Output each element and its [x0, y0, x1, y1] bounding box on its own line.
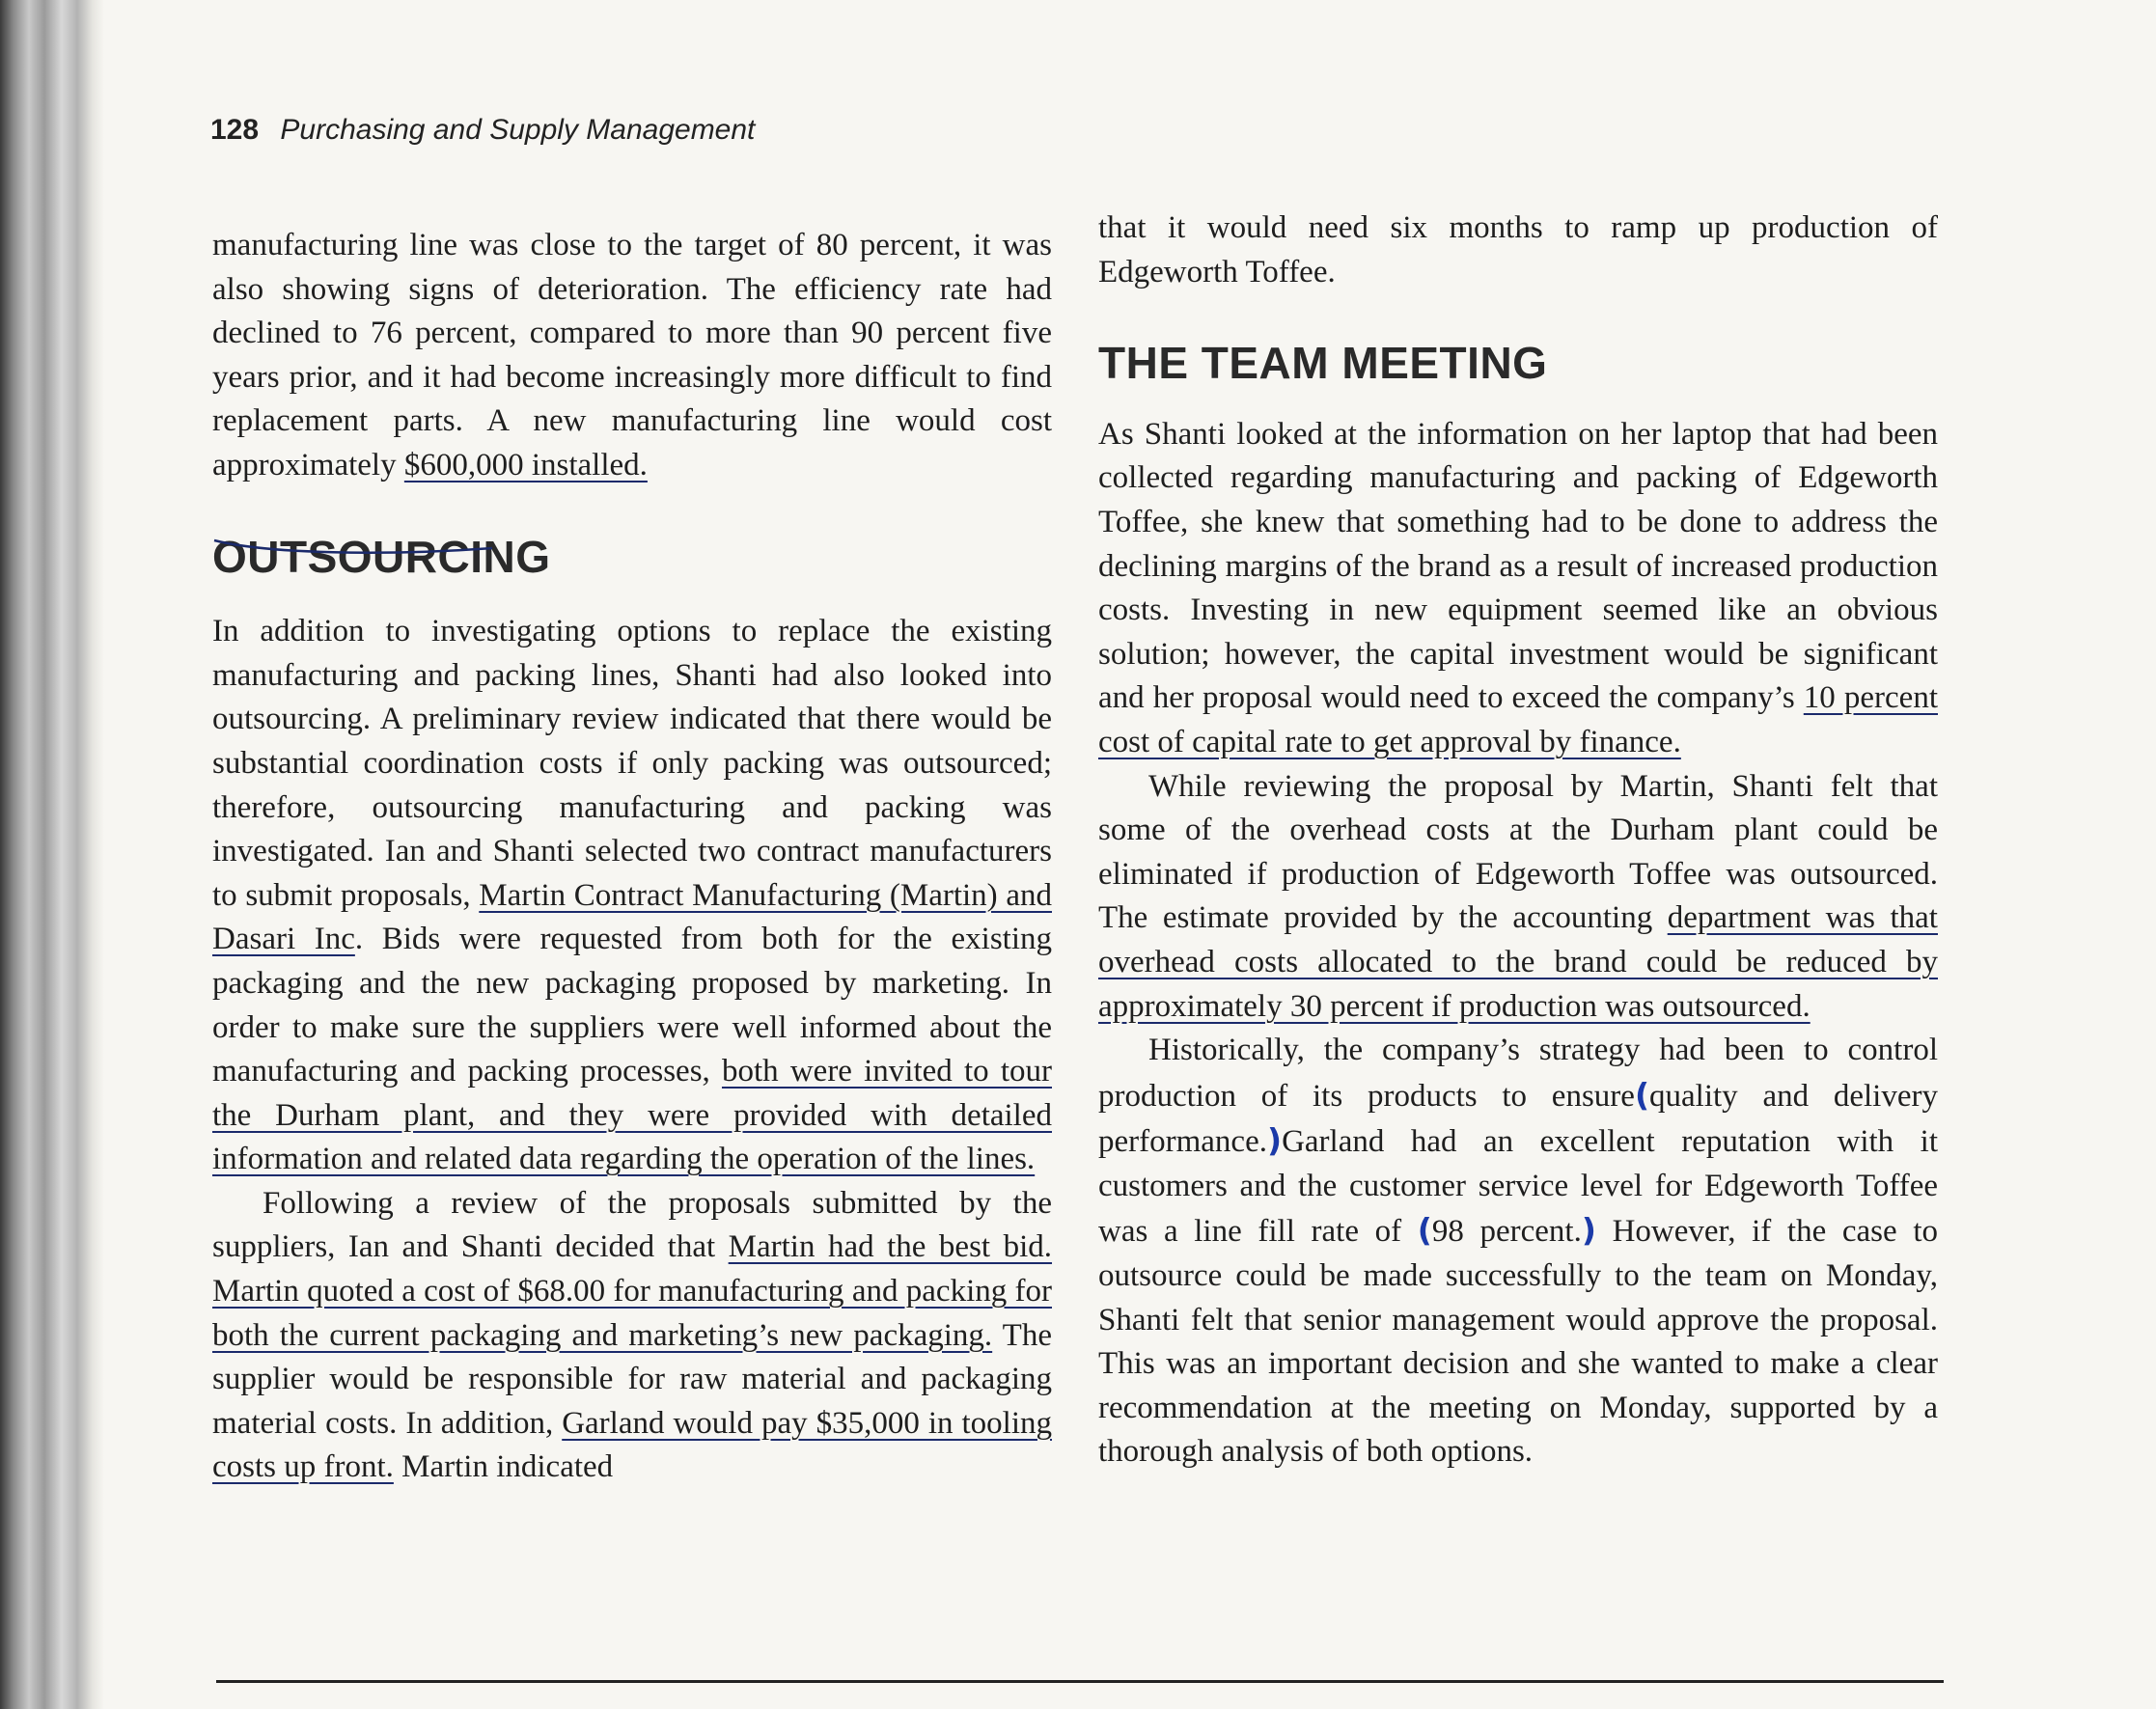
- underlined-line-cost: $600,000 installed.: [403, 447, 648, 482]
- running-header: [210, 114, 755, 147]
- paragraph-company-strategy: Historically, the company’s strategy had been to control production of its products to ensure(quality and delivery performance.)Garland had an excellent reputation with it customers and the customer service level for Edgeworth Toffee was a line fill rate of (98 percent.) However, if the case to outsource could be made successfully to the team on Monday, Shanti felt that senior management would approve the proposal. This was an important decision and she wanted to make a clear recommendation at the meeting on Monday, supported by a thorough analysis of both options.: [1098, 1033, 1938, 1470]
- pen-bracket-close: ): [1266, 1121, 1283, 1160]
- paragraph-laptop-information: As Shanti looked at the information on her laptop that had been collected regarding manufacturing and packing of Edgeworth Toffee, she knew that something had to be done to address the declining margins of the brand as a result of increased production costs. Investing in new equipment seemed like an obvious solution; however, the capital investment would be significant and her proposal would need to exceed the company’s 10 percent cost of capital rate to get approval by finance.: [1098, 416, 1938, 759]
- section-heading-outsourcing: OUTSOURCING: [212, 531, 551, 582]
- pen-bracket-open-2: (: [1417, 1211, 1432, 1250]
- left-column: [212, 224, 1052, 1490]
- underlined-tooling-costs: Garland would pay $35,000 in tooling costs up front.: [212, 1405, 1052, 1485]
- paragraph-overhead-costs: While reviewing the proposal by Martin, Shanti felt that some of the overhead costs at the Durham plant could be eliminated if production of Edgeworth Toffee was outsourced. The estimate provided by the accounting department was that overhead costs allocated to the brand could be reduced by approximately 30 percent if production was outsourced.: [1098, 768, 1938, 1024]
- underlined-contract-manufacturers: Martin Contract Manufacturing (Martin) and Dasari Inc: [212, 877, 1052, 957]
- paragraph-ramp-up: that it would need six months to ramp up production of Edgeworth Toffee.: [1098, 210, 1938, 289]
- underlined-plant-tour: both were invited to tour the Durham plant, and they were provided with detailed information and related data regarding the operation of the lines.: [212, 1054, 1052, 1177]
- underlined-best-bid: Martin had the best bid. Martin quoted a cost of $68.00 for manufacturing and packing for both the current packaging and marketing’s new packaging.: [212, 1229, 1053, 1353]
- underlined-overhead-reduction: department was that overhead costs allocated to the brand could be reduced by approximately 30 percent if production was outsourced.: [1098, 900, 1938, 1024]
- paragraph-manufacturing-line: manufacturing line was close to the target of 80 percent, it was also showing signs of deterioration. The efficiency rate had declined to 76 percent, compared to more than 90 percent five years prior, and it had become increasingly more difficult to find replacement parts. A new manufacturing line would cost approximately $600,000 installed.: [212, 228, 1052, 482]
- pen-bracket-open: (: [1634, 1075, 1650, 1114]
- underlined-cost-of-capital: 10 percent cost of capital rate to get approval by finance.: [1098, 680, 1938, 759]
- pen-bracket-close-2: ): [1581, 1211, 1596, 1250]
- paragraph-outsourcing: In addition to investigating options to replace the existing manufacturing and packing lines, Shanti had also looked into outsourcing. A preliminary review indicated that there would be substantial coordination costs if only packing was outsourced; therefore, outsourcing manufacturing and packing was investigated. Ian and Shanti selected two contract manufacturers to submit proposals, Martin Contract Manufacturing (Martin) and Dasari Inc. Bids were requested from both for the existing packaging and the new packaging proposed by marketing. In order to make sure the suppliers were well informed about the manufacturing and packing processes, both were invited to tour the Durham plant, and they were provided with detailed information and related data regarding the operation of the lines.: [212, 614, 1052, 1177]
- right-column: [1098, 207, 1938, 1475]
- book-binding-shadow: [0, 0, 104, 1709]
- bottom-rule: [216, 1680, 1944, 1683]
- section-heading-team-meeting: THE TEAM MEETING: [1098, 338, 1548, 389]
- page-number: 128: [210, 114, 260, 146]
- paragraph-proposals: Following a review of the proposals submitted by the suppliers, Ian and Shanti decided that Martin had the best bid. Martin quoted a cost of $68.00 for manufacturing and packing for both the current packaging and marketing’s new packaging. The supplier would be responsible for raw material and packaging material costs. In addition, Garland would pay $35,000 in tooling costs up front. Martin indicated: [212, 1185, 1053, 1485]
- book-title: Purchasing and Supply Management: [280, 114, 756, 146]
